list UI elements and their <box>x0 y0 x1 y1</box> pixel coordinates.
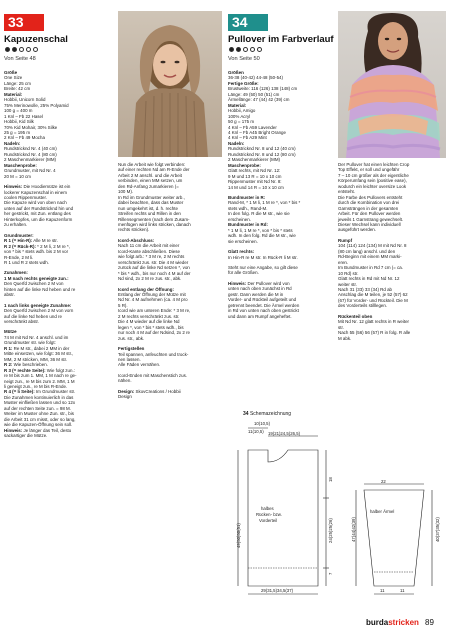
kapuzenschal-text-line: zu erhalten. <box>4 222 28 228</box>
kapuzenschal-text-line: Icord entlang der Öffnung: <box>118 286 174 292</box>
pullover-text-line: Rand-M, * 1 M li, 1 M re *, von * bis * <box>228 200 301 206</box>
pullover-text-line: Im Bundmuster in Rd 7 cm (= ca. <box>338 265 403 271</box>
kapuzenschal-text-line: 1 Knl – Fb 22 Hasel <box>4 113 43 119</box>
kapuzenschal-text-line: lockerer Kapuzenschal in einem <box>4 189 67 195</box>
pullover-text-line: In den folg. R die M str., wie sie <box>228 211 290 217</box>
difficulty-dot-empty-icon <box>19 47 24 52</box>
schema-body-length-dim: 49(50)50(51) <box>236 523 241 548</box>
pullover-text-line: Glatt rechts, mit Nd Nr. 12: <box>228 168 281 174</box>
kapuzenschal-text-line: re M bis zum 1. MM, 1 M nach re ge- <box>4 373 77 379</box>
kapuzenschal-text-line: Muster einfließen lassen und so 12x <box>4 400 76 406</box>
kapuzenschal-text-line: * bis * wdh., bis nur noch 4 M auf der <box>118 270 191 276</box>
kapuzenschal-text-line: R 1 und R 2 stets wdh. <box>4 259 49 265</box>
pullover-text-line: Der Pullover hat einen leichten Crop <box>338 162 410 167</box>
schema-body-width-dim: 29(31,5)34,5(37) <box>261 588 294 593</box>
pullover-text-line: gestr. Dann werden die M in <box>228 291 284 297</box>
kapuzenschal-text-line: dabei beachten, dass das Muster <box>118 200 184 206</box>
kapuzenschal-text-line: von * bis * stets wdh. bis 2 M vor <box>4 249 69 255</box>
difficulty-dot-empty-icon <box>33 47 38 52</box>
pullover-text-line: M abk. <box>338 335 352 341</box>
pullover-text-line: Rückenteil oben <box>338 313 373 319</box>
schema-side-top-dim: 18 <box>328 477 333 482</box>
kapuzenschal-text-line: 2 Knl – Fb 49 Mocha <box>4 135 45 141</box>
pullover-text-line: Brustweite: 116 (126) 138 (148) cm <box>228 86 298 92</box>
kapuzenschal-text-line: auf der rechten Seite zun. = 98 M. <box>4 405 71 411</box>
kapuzenschal-text-line: neigt zun., re M bis zum 2. MM, 1 M <box>4 378 75 384</box>
kapuzenschal-text-line: R 1 (= Hin-R): Alle M re str. <box>4 238 58 244</box>
pullover-text-line: Hobbii, Amigo <box>228 108 256 114</box>
pullover-text-line: ausgeführt werden. <box>338 227 376 233</box>
kapuzenschal-text-line: verbinden, einen MM setzen, um <box>118 178 183 184</box>
pullover-text-line: Vorder- und Rückteil aufgeteilt und <box>228 297 297 303</box>
kapuzenschal-text-line: Länge: 25 cm <box>4 80 31 86</box>
kapuzenschal-text-line: Zunahmen: <box>4 270 28 276</box>
pullover-instructions-col1 <box>228 70 336 319</box>
kapuzenschal-text-line: nur noch 4 M auf der Ndsind, 2x 2 re <box>118 330 191 336</box>
pullover-text-line: Mit Nd Nr. 12 glatt rechts in R weiter <box>338 319 410 325</box>
kapuzenschal-text-line: den Rd-Anfang zumarkieren (= <box>118 183 179 189</box>
kapuzenschal-text-line: Teil spannen, anfeuchten und trock- <box>118 351 189 357</box>
kapuzenschal-text-line: 1 M nach rechts geneigte zun.: <box>4 275 69 281</box>
kapuzenschal-text-line: 100 g = 400 m <box>4 108 33 114</box>
pullover-text-line: Rumpf <box>338 237 353 243</box>
kapuzenschal-text-line: Streifen rechts und Rillen in den <box>118 211 181 217</box>
kapuzenschal-text-line: 74 M mit Nd Nr. 4 anschl. und im <box>4 334 69 340</box>
source-page-ref-left: Von Seite 48 <box>4 56 36 62</box>
kapuzenschal-text-line: 2 Maschenmarkierer (MM) <box>4 157 57 163</box>
pullover-text-line: * 1 M li, 1 M re *, von * bis * stets <box>228 227 293 233</box>
pattern-title-kapuzenschal: Kapuzenschal <box>4 34 68 45</box>
pullover-text-line: 104 (114) 124 (134) M mit Nd Nr. 8 <box>338 243 407 249</box>
schema-sleeve-inner-dim: 40(37)35(32) <box>435 517 440 542</box>
kapuzenschal-text-line: 100 M). <box>118 189 134 195</box>
pullover-text-line: Material: <box>228 102 247 108</box>
kapuzenschal-text-line: auf einer rechten Nd am R-Ende der <box>118 167 190 173</box>
kapuzenschal-text-line: auf die linke Nd heben und re <box>4 313 62 319</box>
schema-front-label-1: halbes <box>261 506 274 511</box>
kapuzenschal-text-line: R 2: Wie beschrieben. <box>4 362 48 368</box>
kapuzenschal-text-line: legen *, von * bis * stets wdh., bis <box>118 324 184 330</box>
kapuzenschal-text-line: R 1: Re M str., dabei 2 MM in der <box>4 345 70 351</box>
pullover-text-line: jeweils 1 Garnstrang gewechselt. <box>338 216 404 222</box>
kapuzenschal-text-line: 70% Kid Mohair, 30% Silke <box>4 124 58 130</box>
kapuzenschal-text-line: 75% Merinowolle, 25% Polyamid <box>4 102 69 108</box>
kapuzenschal-text-line: Entlang der Öffnung der Mütze mit <box>118 291 186 297</box>
pullover-text-line: (67) für Vorder- und Rückteil. Die M <box>338 297 408 303</box>
pullover-text-line: Bundmuster in Rd: <box>228 222 268 228</box>
kapuzenschal-text-line: Rundstricknd Nr. 4 (40 cm) <box>4 146 57 152</box>
pullover-text-line: Die Farbe des Pullovers entsteht <box>338 194 403 200</box>
pullover-text-line: 36-38 (40-42) 44-48 (50-54) <box>228 75 284 81</box>
pullover-text-line: eren. <box>338 259 349 265</box>
schema-title <box>243 411 291 417</box>
kapuzenschal-text-line: 5 R). <box>118 302 128 308</box>
schema-label-text: Schemazeichnung <box>249 411 292 417</box>
pullover-text-line: Steht nur eine Angabe, so gilt diese <box>228 264 298 270</box>
pullover-text-line: 100% Acryl <box>228 113 251 119</box>
kapuzenschal-text-line: Den Querfd zwischen 2 M von <box>4 281 64 287</box>
pullover-text-line: Maschenprobe: <box>228 162 261 168</box>
kapuzenschal-text-line: hinten auf die linke Nd heben und re <box>4 286 76 292</box>
kapuzenschal-text-line: Material: <box>4 91 23 97</box>
kapuzenschal-text-line: li geneigt zun., re M bis R-Ende. <box>4 384 68 390</box>
pullover-text-line: Garnsträngen in der gesamten <box>338 205 399 211</box>
pullover-text-line: 50 g = 175 m <box>228 119 255 125</box>
pullover-text-line: unten nach oben zunächst in Rd <box>228 286 292 292</box>
kapuzenschal-text-line: One Size <box>4 75 23 81</box>
pullover-text-line: wdh. In den folg. Rd die M str., wie <box>228 233 296 239</box>
kapuzenschal-text-line: Nach 11 cm die Arbeit mit einer <box>118 243 180 249</box>
kapuzenschal-text-line: Hinweis: Die Hoodiemütze ist ein <box>4 184 71 190</box>
pullover-text-line: In Hin-R re M str. In Rück-R li M str. <box>228 254 298 260</box>
kapuzenschal-text-line: Arbeit 2 M anschl. und die Arbeit <box>118 172 182 178</box>
kapuzenschal-text-line: Icord-Enden mit Maschenstich zus. <box>118 372 188 378</box>
difficulty-rating-left <box>5 47 38 52</box>
difficulty-dot-empty-icon <box>26 47 31 52</box>
pullover-text-line: (80 cm lang) anschl. und den <box>338 248 396 254</box>
pullover-text-line: getrennt beendet. Die Ärmel werden <box>228 302 300 308</box>
difficulty-dot-filled-icon <box>5 47 10 52</box>
kapuzenschal-text-line: wie die Kapuzen-Öffnung sein soll. <box>4 422 73 428</box>
pullover-text-line: Hinweis: Der Pullover wird von <box>228 280 290 286</box>
kapuzenschal-text-line: wie folgt arb.: * 3 M re, 2 M rechts <box>118 254 185 260</box>
kapuzenschal-text-line: Design: SkovCreations / Hobbii <box>118 388 181 394</box>
kapuzenschal-text-line: unten auf der Rundstricknd hin und <box>4 205 74 211</box>
kapuzenschal-text-line: In Rd im Grundmuster weiter arb., <box>118 194 185 200</box>
pullover-text-line: des Vorderteils stilllegen. <box>338 303 388 309</box>
difficulty-dot-filled-icon <box>12 47 17 52</box>
pullover-text-line: erscheinen. <box>228 216 251 222</box>
brand-burda: burda <box>366 618 389 627</box>
pullover-text-line: Länge: 49 (50) 50 (51) cm <box>228 91 280 97</box>
pullover-text-line: in Rd von unten nach oben gestrickt <box>228 308 299 314</box>
kapuzenschal-text-line: die Arbeit 31 cm misst, oder so lang, <box>4 416 76 422</box>
kapuzenschal-text-line: Icord wie am unteren Ende: * 3 M re, <box>118 308 191 314</box>
pullover-text-line: Rundstricknd Nr. 8 und 12 (80 cm) <box>228 151 296 157</box>
kapuzenschal-text-line: zurück auf die linke Nd setzen *, von <box>118 265 190 271</box>
kapuzenschal-text-line: menfügen wird links stricken, danach <box>118 221 191 227</box>
schema-front-label-2: Rücken- bzw. <box>256 512 282 517</box>
kapuzenschal-text-line: Nd sind, 2x 2 M re zus. str., abk. <box>118 276 182 282</box>
difficulty-dot-filled-icon <box>229 47 234 52</box>
kapuzenschal-text-line: nähen. <box>118 378 132 384</box>
woman-pullover-image <box>338 11 446 158</box>
kapuzenschal-text-line: R-Ende, 2 M li. <box>4 254 34 260</box>
kapuzenschal-text-line: Rillensegmenten (nach dem Zusam- <box>118 216 190 222</box>
kapuzenschal-text-line: Rundstricknd Nr. 4 (80 cm) <box>4 151 57 157</box>
kapuzenschal-text-line: Design <box>118 394 132 400</box>
kapuzenschal-text-line: R 4 (= li Seite): Im Grundmuster str. <box>4 389 76 395</box>
pullover-text-line: 7 – 10 cm größer als der eigentliche <box>338 172 409 178</box>
kapuzenschal-text-line: Nun die Arbeit wie folgt verbinden: <box>118 162 186 167</box>
pullover-text-line: Größen <box>228 70 244 75</box>
pullover-text-line: und dann am Rumpf angeheftet. <box>228 313 292 319</box>
pullover-text-line: durch die Kombination von drei <box>338 200 400 206</box>
kapuzenschal-text-line: verschränkt zus. str. Die 4 M wieder <box>118 259 189 265</box>
difficulty-dot-empty-icon <box>257 47 262 52</box>
pullover-text-line: 4 Knl – Fb A29 Mint <box>228 135 267 141</box>
pullover-text-line: 4 Knl – Fb A45 Bright Orange <box>228 129 286 135</box>
difficulty-dot-empty-icon <box>243 47 248 52</box>
pullover-text-line: Nach 55 (56) 56 (57) R in folg. R alle <box>338 330 411 336</box>
pullover-text-line: Dieser Wechsel kann individuell <box>338 221 401 227</box>
pullover-text-line: 4 Knl – Fb A59 Lavender <box>228 124 277 130</box>
pullover-text-line: Glatt rechts: <box>228 249 255 255</box>
pullover-text-line: Körperumfang sein (positive ease), <box>338 178 407 184</box>
schema-sleeve-top-dim: 22 <box>381 479 386 484</box>
pullover-instructions-col2 <box>338 162 446 341</box>
difficulty-dot-filled-icon <box>236 47 241 52</box>
schema-body-top-dim: 10(10,5) <box>254 421 271 426</box>
pullover-text-line: Glatt rechts in Rd mit Nd Nr. 12 <box>338 276 400 282</box>
pullover-text-line: str. <box>338 324 344 330</box>
kapuzenschal-text-line: abstr. <box>4 292 15 298</box>
pattern-number-badge-34: 34 <box>228 14 268 31</box>
pullover-text-line: entsteht. <box>338 189 356 195</box>
kapuzenschal-text-line: Mütze <box>4 329 17 335</box>
schema-number: 34 <box>243 411 249 417</box>
brand-stricken: stricken <box>388 618 419 627</box>
woman-hood-scarf-image <box>118 11 222 157</box>
pullover-text-line: Nadeln: <box>228 140 245 146</box>
kapuzenschal-text-line: rechts stricken). <box>118 227 150 233</box>
kapuzenschal-text-line: verschränkt abstr. <box>4 319 40 325</box>
kapuzenschal-text-line: 1 nach links geneigte Zunahme: <box>4 302 72 308</box>
schema-sleeve-bot-left: 11 <box>380 588 385 593</box>
kapuzenschal-text-line: Hobbii, Kid Silk <box>4 119 34 125</box>
kapuzenschal-text-line: Icord-Kante abschließen. Diese <box>118 248 180 254</box>
kapuzenschal-text-line: Die Zunahmen kontinuierlich in das <box>4 394 74 400</box>
kapuzenschal-text-line: sackartiger die Mütze. <box>4 433 48 439</box>
schema-sleeve-label: halber Ärmel <box>370 509 395 514</box>
kapuzenschal-instructions-col1 <box>4 70 114 439</box>
pullover-text-line: 10 Rd) str. <box>338 270 359 276</box>
pullover-text-line: Anschlag die M teilen, je 52 (57) 62 <box>338 292 408 298</box>
kapuzenschal-text-line: 2 M rechts verschränkt zus. str. <box>118 313 180 319</box>
kapuzenschal-text-line: 25 g = 195 m <box>4 129 31 135</box>
difficulty-rating-right <box>229 47 262 52</box>
pullover-text-line: sie erscheinen. <box>228 238 258 244</box>
pullover-text-line: Top Effekt, er soll und ungefähr <box>338 167 400 173</box>
kapuzenschal-text-line: 20 M = 10 cm <box>4 173 32 179</box>
schema-side-mid-dim: 24(25)25(26) <box>328 518 333 543</box>
kapuzenschal-text-line: Maschenprobe: <box>4 162 37 168</box>
kapuzenschal-text-line: R 3 (= rechte Seite): Wie folgt zun.: <box>4 367 75 373</box>
kapuzenschal-text-line: nen lassen. <box>118 356 141 362</box>
schema-body-top-dim-2: 11(10,5) <box>248 429 264 434</box>
kapuzenschal-text-line: coolen Rippenmuster. <box>4 194 47 200</box>
pullover-text-line: Nach 31 (33) 33 (34) Rd ab <box>338 286 393 292</box>
pullover-text-line: Ärmellänge: 47 (44) 42 (39) cm <box>228 97 290 103</box>
kapuzenschal-text-line: Breite: 42 cm <box>4 86 31 92</box>
kapuzenschal-text-line: Den Querfd zwischen 2 M von vorn <box>4 308 74 314</box>
pullover-text-line: Bundmuster in R: <box>228 194 266 200</box>
brand-logo <box>366 618 419 627</box>
pullover-text-line: für alle Größen. <box>228 270 259 276</box>
schema-sleeve-bot-right: 11 <box>400 588 405 593</box>
kapuzenschal-text-line: Hinterkopfes, um die Kapuzenform <box>4 216 73 222</box>
kapuzenschal-text-line: R 2 (= Rück-R): * 2 M li, 2 M re *, <box>4 243 70 249</box>
schema-side-bot-dim: 7 <box>328 572 333 575</box>
kapuzenschal-text-line: Grundmuster, mit Nd Nr. 4 <box>4 168 56 174</box>
pullover-text-line: 9 M und 13 R = 10 x 10 cm <box>228 173 282 179</box>
kapuzenschal-text-line: Größe <box>4 70 18 75</box>
kapuzenschal-text-line: Mitte einsetzen, wie folgt: 36 M str., <box>4 351 74 357</box>
kapuzenschal-text-line: Die Kapuze wird von oben nach <box>4 200 67 206</box>
pattern-number-badge-33: 33 <box>4 14 44 31</box>
kapuzenschal-text-line: Grundmuster: <box>4 232 34 238</box>
kapuzenschal-text-line: Hinweis: Je länger das Teil, desto <box>4 427 72 433</box>
kapuzenschal-text-line: zus. str., abk. <box>118 335 145 341</box>
kapuzenschal-text-line: nun umgekehrt ist, d. h. rechte <box>118 205 178 211</box>
pullover-text-line: stets wdh., Rand-M. <box>228 205 268 211</box>
pullover-text-line: 14 M und 14 R = 10 x 10 cm <box>228 184 284 190</box>
pullover-text-line: Fertige Größe: <box>228 80 259 86</box>
kapuzenschal-text-line: Icord-Abschluss: <box>118 237 155 243</box>
kapuzenschal-text-line: her gestrickt, mit Zun. entlang des <box>4 211 71 217</box>
schema-front-label-3: Vorderteil <box>259 518 278 523</box>
kapuzenschal-text-line: Hobbii, Unicorn Solid <box>4 97 46 103</box>
pullover-text-line: Rd-Beginn mit einem MM marki- <box>338 254 402 260</box>
kapuzenschal-text-line: Alle Fäden vernähen. <box>118 362 161 368</box>
kapuzenschal-text-line: Fertigstellen <box>118 346 145 352</box>
pullover-text-line: wodurch ein leichter oversize Look <box>338 183 407 189</box>
kapuzenschal-instructions-col2 <box>118 162 224 400</box>
kapuzenschal-text-line: Die 4 M wieder auf die linke Nd <box>118 319 180 325</box>
schema-neck-dim: 19(21)24,5(26,5) <box>268 431 301 436</box>
pattern-title-pullover: Pullover im Farbverlauf <box>228 34 334 45</box>
page-number: 89 <box>425 618 434 627</box>
model-photo-kapuzenschal <box>118 11 222 157</box>
kapuzenschal-text-line: Nadeln: <box>4 140 21 146</box>
kapuzenschal-text-line: Grundmuster str. wie folgt: <box>4 340 56 346</box>
source-page-ref-right: Von Seite 50 <box>228 56 260 62</box>
kapuzenschal-text-line: Nd Nr. 4 M aufnehmen (ca. 4 M pro <box>118 297 188 303</box>
difficulty-dot-empty-icon <box>250 47 255 52</box>
pullover-text-line: Rippenmuster mit Nd Nr. 8: <box>228 179 282 185</box>
schema-sleeve-length-dim: 47(44)42(39) <box>351 517 356 542</box>
pullover-text-line: weiter str. <box>338 281 357 287</box>
model-photo-pullover <box>338 11 446 158</box>
pullover-text-line: Rundstricknd Nr. 8 und 12 (40 cm) <box>228 146 296 152</box>
pullover-text-line: 2 Maschenmarkierer (MM) <box>228 157 281 163</box>
pullover-text-line: Arbeit. Für den Pullover werden <box>338 211 401 217</box>
kapuzenschal-text-line: Weiter im Muster ohne Zun. str., bis <box>4 411 74 417</box>
kapuzenschal-text-line: MM, 2 M stricken, MM, 36 M str. <box>4 356 68 362</box>
